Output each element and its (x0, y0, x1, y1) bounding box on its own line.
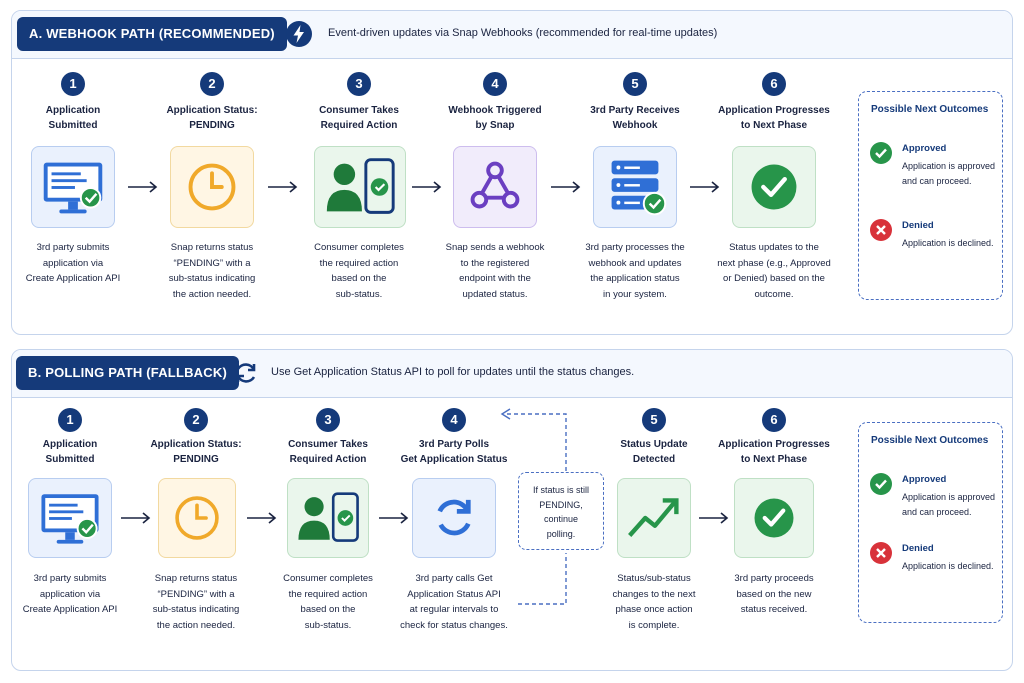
step-description: 3rd party calls Get Application Status API at regular intervals to check for status changes. (400, 573, 508, 631)
step-description: Status updates to the next phase (e.g., Approved or Denied) based on the outcome. (717, 242, 831, 300)
step-icon-box (31, 146, 115, 228)
arrow-right-icon (550, 181, 582, 193)
denied-x-icon (870, 219, 892, 241)
user-phone-icon (315, 147, 405, 227)
monitor-check-icon (29, 479, 111, 557)
step-icon-box (617, 478, 691, 558)
polling-path-header (12, 350, 1012, 398)
step-title: Application Status: PENDING (166, 105, 258, 131)
approved-check-icon (870, 473, 892, 495)
step-icon-box (734, 478, 814, 558)
webhook-path-description: Event-driven updates via Snap Webhooks (recommended for real-time updates) (328, 27, 718, 39)
webhook-path-tag: A. WEBHOOK PATH (RECOMMENDED) (17, 17, 287, 51)
step-title: Application Submitted (42, 439, 98, 465)
step-title: Application Submitted (45, 105, 101, 131)
arrow-right-icon (127, 181, 159, 193)
step-number: 1 (58, 408, 82, 432)
outcome-label: Denied (902, 220, 934, 231)
step-title: Webhook Triggered by Snap (448, 105, 542, 131)
trend-up-icon (618, 479, 690, 557)
step-title: Application Status: PENDING (150, 439, 242, 465)
step-description: 3rd party submits application via Create Application API (25, 242, 121, 284)
step-title: Consumer Takes Required Action (288, 439, 368, 465)
step-number: 3 (347, 72, 371, 96)
step-number: 5 (642, 408, 666, 432)
outcome-text: Application is declined. (902, 561, 994, 571)
arrow-right-icon (698, 512, 730, 524)
arrow-right-icon (689, 181, 721, 193)
step-title: 3rd Party Polls Get Application Status (400, 439, 508, 465)
outcomes-title: Possible Next Outcomes (871, 435, 989, 446)
step-description: Consumer completes the required action based on the sub-status. (314, 242, 404, 300)
clock-icon (159, 479, 235, 557)
step-description: Snap returns status “PENDING” with a sub-status indicating the action needed. (152, 573, 240, 631)
step-description: Snap sends a webhook to the registered endpoint with the updated status. (445, 242, 545, 300)
step-number: 3 (316, 408, 340, 432)
outcome-label: Denied (902, 543, 934, 554)
step-title: Application Progresses to Next Phase (718, 105, 830, 131)
step-icon-box (170, 146, 254, 228)
approved-check-icon (870, 142, 892, 164)
step-icon-box (158, 478, 236, 558)
step-number: 4 (483, 72, 507, 96)
arrow-right-icon (267, 181, 299, 193)
step-icon-box (287, 478, 369, 558)
outcome-label: Approved (902, 143, 947, 154)
step-number: 4 (442, 408, 466, 432)
step-icon-box (593, 146, 677, 228)
step-number: 1 (61, 72, 85, 96)
lightning-bolt-icon (285, 20, 313, 48)
step-number: 2 (200, 72, 224, 96)
polling-outcomes-box (858, 422, 1003, 623)
check-circle-icon (735, 479, 813, 557)
polling-path-tag: B. POLLING PATH (FALLBACK) (16, 356, 239, 390)
step-description: 3rd party proceeds based on the new status received. (734, 573, 814, 615)
step-icon-box (28, 478, 112, 558)
webhook-outcomes-box (858, 91, 1003, 300)
step-description: Snap returns status “PENDING” with a sub-status indicating the action needed. (168, 242, 256, 300)
step-icon-box (453, 146, 537, 228)
denied-x-icon (870, 542, 892, 564)
arrow-right-icon (411, 181, 443, 193)
arrow-right-icon (378, 512, 410, 524)
server-check-icon (594, 147, 676, 227)
refresh-icon (413, 479, 495, 557)
user-phone-icon (288, 479, 368, 557)
step-number: 6 (762, 408, 786, 432)
step-title: Consumer Takes Required Action (319, 105, 399, 131)
outcome-label: Approved (902, 474, 947, 485)
arrow-right-icon (246, 512, 278, 524)
webhook-path-header (12, 11, 1012, 59)
step-description: 3rd party submits application via Create Application API (22, 573, 118, 615)
polling-loop-note: If status is still PENDING, continue polling. (518, 472, 604, 550)
clock-icon (171, 147, 253, 227)
step-icon-box (732, 146, 816, 228)
step-icon-box (412, 478, 496, 558)
step-number: 6 (762, 72, 786, 96)
monitor-check-icon (32, 147, 114, 227)
refresh-icon (232, 359, 260, 387)
step-icon-box (314, 146, 406, 228)
step-description: 3rd party processes the webhook and updates the application status in your system. (585, 242, 685, 300)
step-title: 3rd Party Receives Webhook (590, 105, 680, 131)
step-title: Application Progresses to Next Phase (718, 439, 830, 465)
step-number: 5 (623, 72, 647, 96)
outcome-text: Application is declined. (902, 238, 994, 248)
step-description: Status/sub-status changes to the next phase once action is complete. (612, 573, 696, 631)
arrow-right-icon (120, 512, 152, 524)
webhook-icon (454, 147, 536, 227)
outcome-text: Application is approved and can proceed. (902, 492, 996, 517)
outcome-text: Application is approved and can proceed. (902, 161, 996, 186)
step-description: Consumer completes the required action based on the sub-status. (283, 573, 373, 631)
step-number: 2 (184, 408, 208, 432)
polling-path-description: Use Get Application Status API to poll for updates until the status changes. (271, 366, 635, 378)
step-title: Status Update Detected (620, 439, 688, 465)
outcomes-title: Possible Next Outcomes (871, 104, 989, 115)
check-circle-icon (733, 147, 815, 227)
